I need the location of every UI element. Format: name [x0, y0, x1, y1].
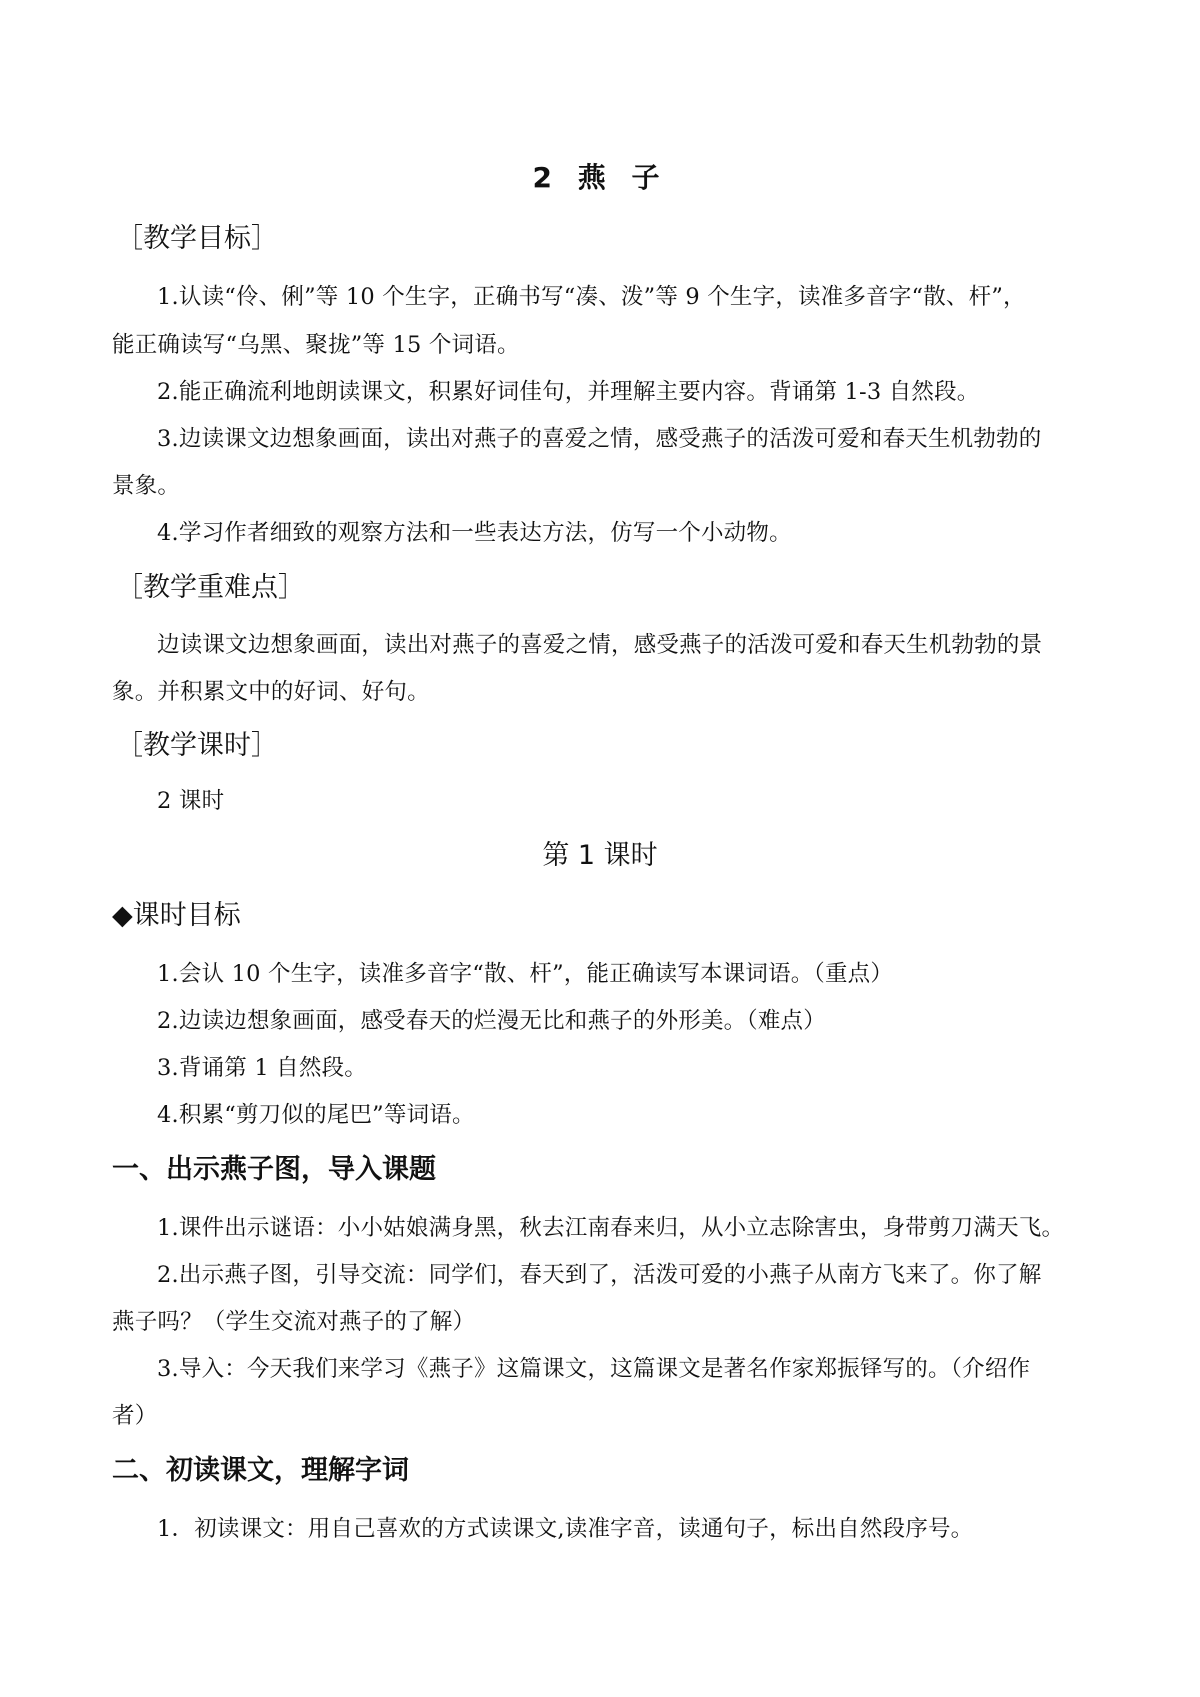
part1-line-5: 者） [112, 1403, 158, 1429]
part2-heading: 二、初读课文，理解字词 [112, 1455, 409, 1486]
goal-line-4: 4.积累“剪刀似的尾巴”等词语。 [157, 1102, 475, 1128]
part1-line-2: 2.出示燕子图，引导交流：同学们，春天到了，活泼可爱的小燕子从南方飞来了。你了解 [157, 1262, 1042, 1288]
part1-line-1: 1.课件出示谜语：小小姑娘满身黑，秋去江南春来归，从小立志除害虫，身带剪刀满天飞。 [157, 1215, 1065, 1241]
document-title: 2 燕 子 [532, 161, 668, 194]
objective-line-2: 能正确读写“乌黑、聚拢”等 15 个词语。 [112, 332, 520, 358]
objective-line-6: 4.学习作者细致的观察方法和一些表达方法，仿写一个小动物。 [157, 520, 792, 546]
goal-line-2: 2.边读边想象画面，感受春天的烂漫无比和燕子的外形美。（难点） [157, 1008, 826, 1034]
goal-line-1: 1.会认 10 个生字，读准多音字“散、杆”，能正确读写本课词语。（重点） [157, 961, 894, 987]
objective-line-3: 2.能正确流利地朗读课文，积累好词佳句，并理解主要内容。背诵第 1-3 自然段。 [157, 379, 980, 405]
objective-line-4: 3.边读课文边想象画面，读出对燕子的喜爱之情，感受燕子的活泼可爱和春天生机勃勃的 [157, 426, 1042, 452]
lesson1-goals-heading: ◆课时目标 [112, 900, 241, 931]
objective-line-5: 景象。 [112, 473, 181, 499]
key-points-line-1: 边读课文边想象画面，读出对燕子的喜爱之情，感受燕子的活泼可爱和春天生机勃勃的景 [157, 632, 1043, 658]
objectives-heading: ［教学目标］ [116, 223, 278, 254]
part1-line-3: 燕子吗？（学生交流对燕子的了解） [112, 1309, 476, 1335]
lesson1-title: 第 1 课时 [542, 840, 658, 871]
part2-line-1: 1．初读课文：用自己喜欢的方式读课文,读准字音，读通句子，标出自然段序号。 [157, 1516, 974, 1542]
periods-heading: ［教学课时］ [116, 730, 278, 761]
goal-line-3: 3.背诵第 1 自然段。 [157, 1055, 367, 1081]
periods-text: 2 课时 [157, 788, 225, 814]
key-points-line-2: 象。并积累文中的好词、好句。 [112, 679, 430, 705]
part1-line-4: 3.导入：今天我们来学习《燕子》这篇课文，这篇课文是著名作家郑振铎写的。（介绍作 [157, 1356, 1031, 1382]
key-points-heading: ［教学重难点］ [116, 572, 305, 603]
part1-heading: 一、出示燕子图，导入课题 [112, 1154, 436, 1185]
objective-line-1: 1.认读“伶、俐”等 10 个生字，正确书写“凑、泼”等 9 个生字，读准多音字“散、杆”， [157, 284, 1026, 310]
